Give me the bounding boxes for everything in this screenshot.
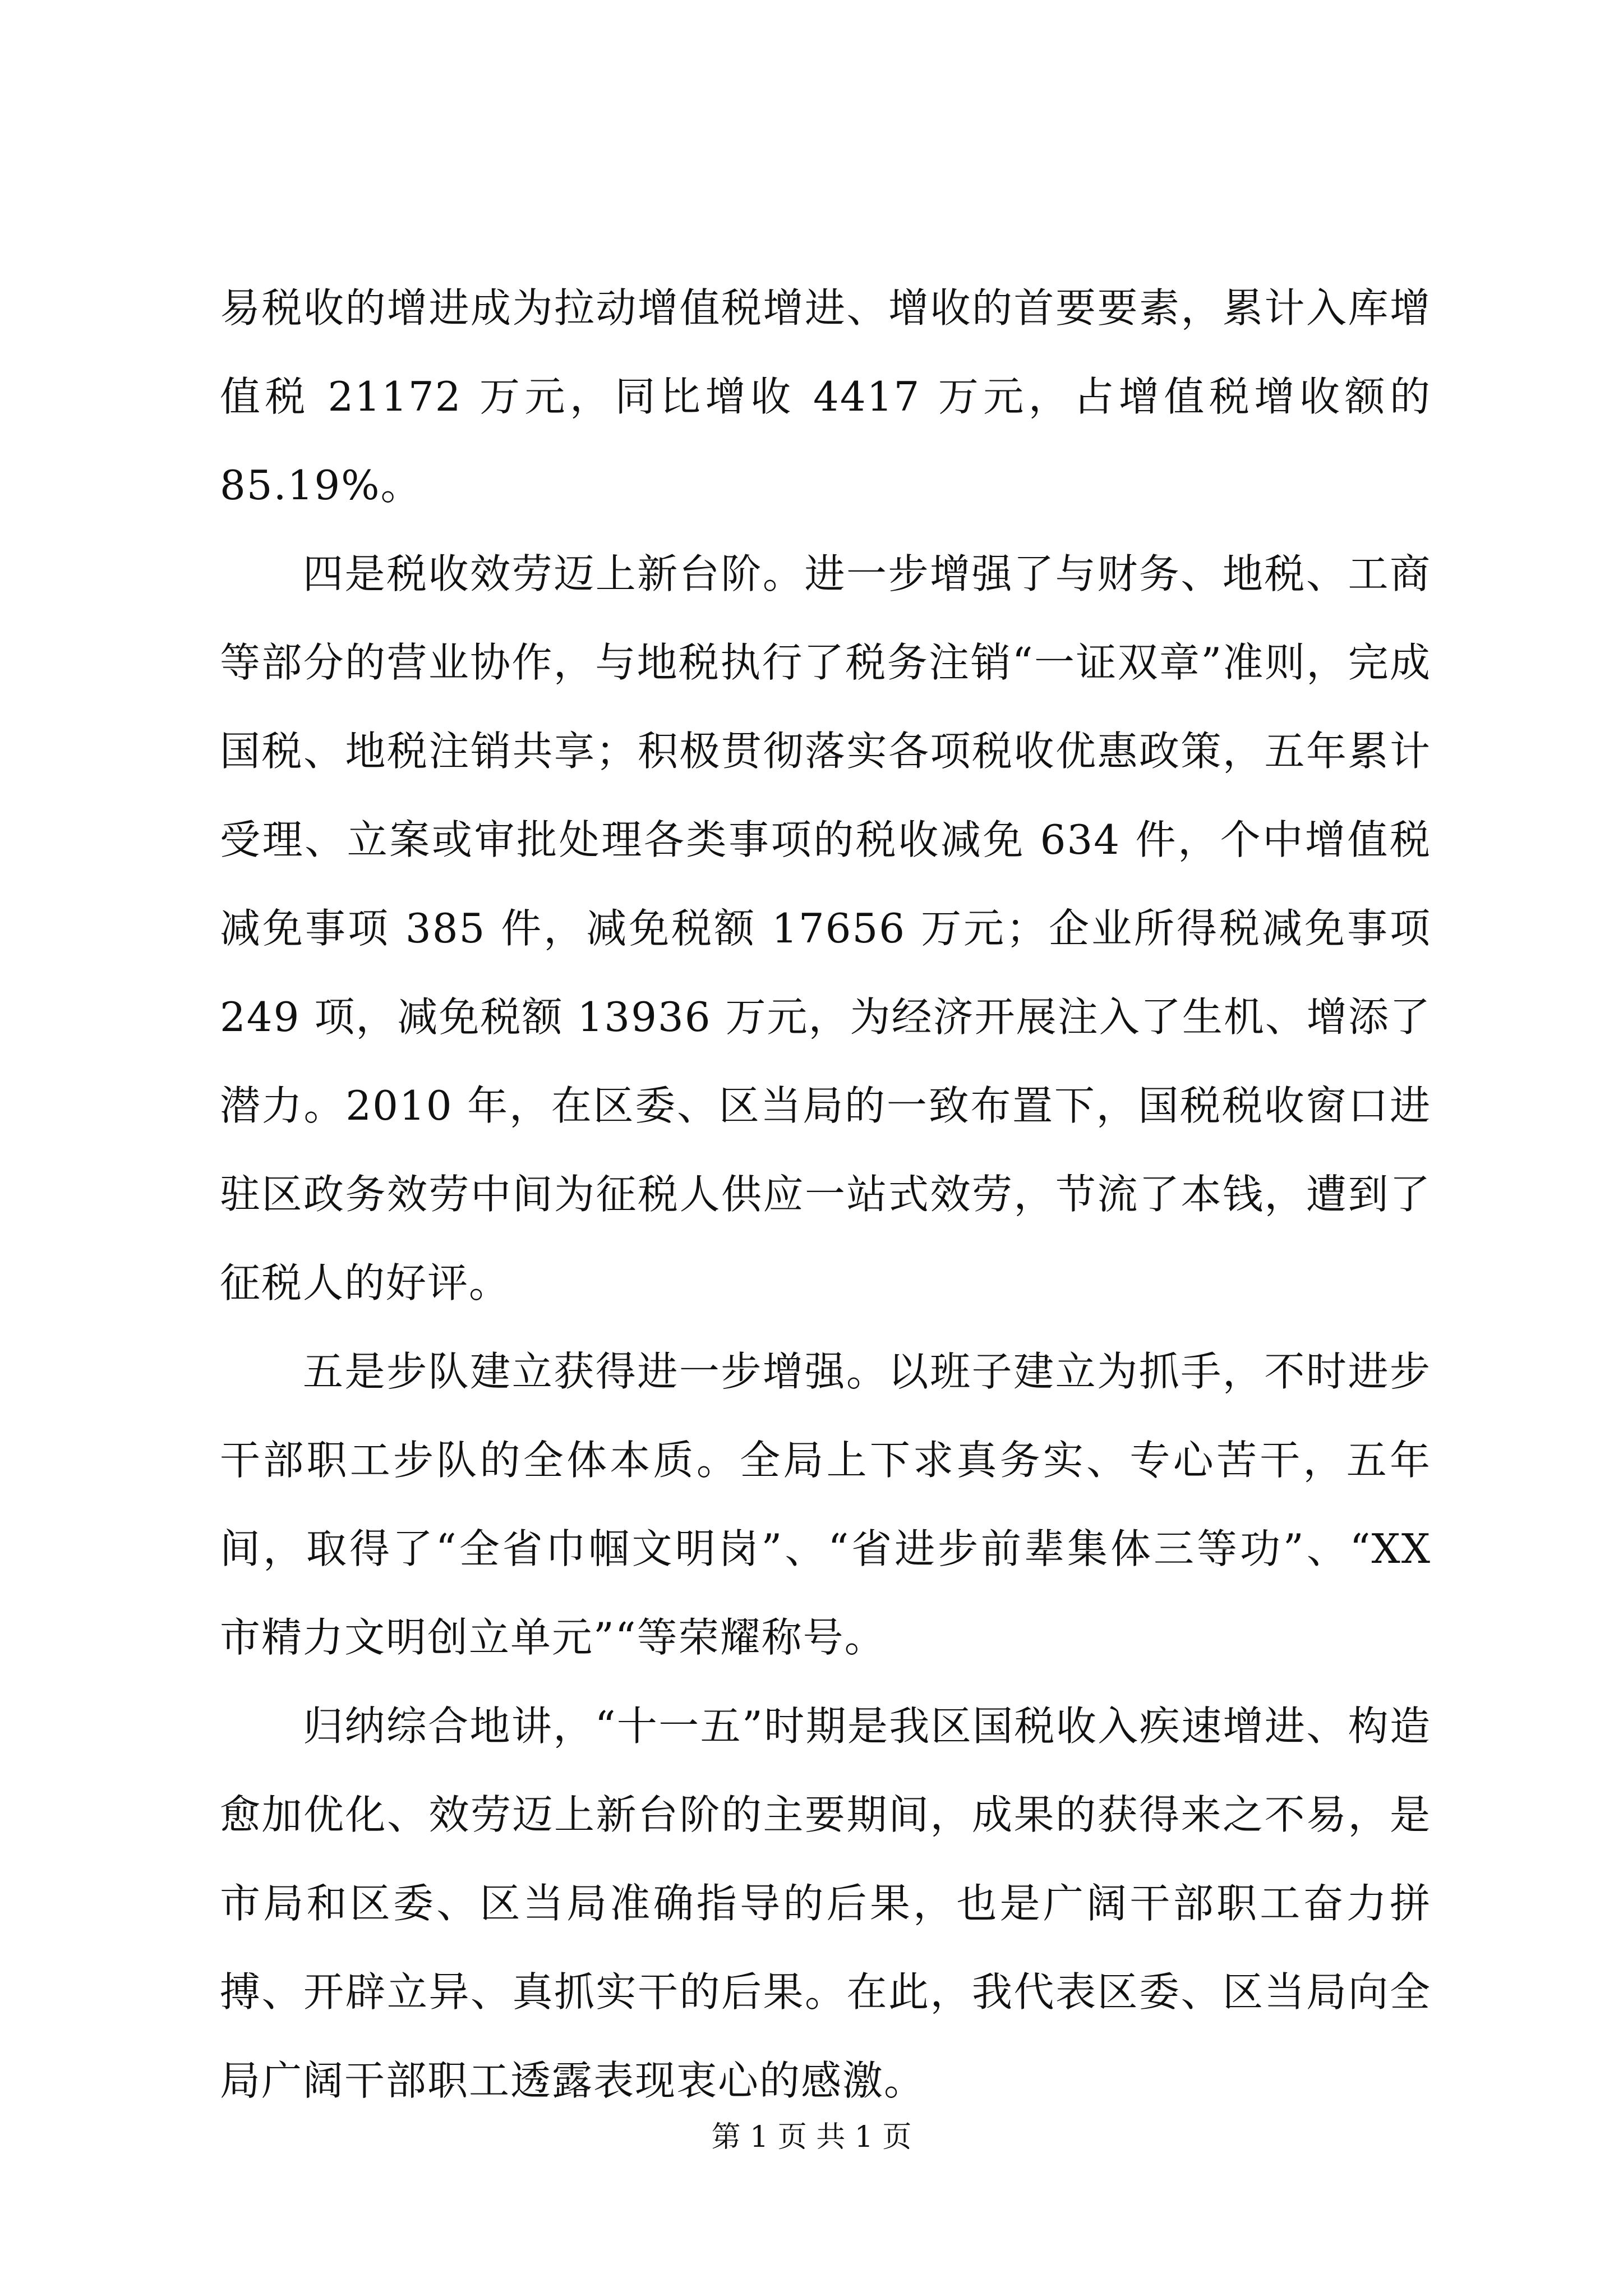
paragraph-team-building: 五是步队建立获得进一步增强。以班子建立为抓手，不时进步干部职工步队的全体本质。全局上下求真务实、专心苦干，五年间，取得了“全省巾帼文明岗”、“省进步前辈集体三等功”、“XX 市精力文明创立单元”“等荣耀称号。 xyxy=(220,1348,1431,1661)
paragraph-summary: 归纳综合地讲，“十一五”时期是我区国税收入疾速增进、构造愈加优化、效劳迈上新台阶的主要期间，成果的获得来之不易，是市局和区委、区当局准确指导的后果，也是广阔干部职工奋力拼搏、开辟立异、真抓实干的后果。在此，我代表区委、区当局向全局广阔干部职工透露表现衷心的感激。 xyxy=(220,1703,1431,2104)
paragraph-tax-service: 四是税收效劳迈上新台阶。进一步增强了与财务、地税、工商等部分的营业协作，与地税执行了税务注销“一证双章”准则，完成国税、地税注销共享；积极贯彻落实各项税收优惠政策，五年累计受理、立案或审批处理各类事项的税收减免 634 件，个中增值税减免事项 385 件，减免税额 17656 万元；企业所得税减免事项 249 项，减免税额 13936 万元，为经济开展注入了生机、增添了潜力。2010 年，在区委、区当局的一致布置下，国税税收窗口进驻区政务效劳中间为征税人供应一站式效劳，节流了本钱，遭到了征税人的好评。 xyxy=(220,550,1431,1306)
page-footer: 第 1 页 共 1 页 xyxy=(711,2120,912,2154)
document-body xyxy=(220,264,1431,2125)
paragraph-continued: 易税收的增进成为拉动增值税增进、增收的首要要素，累计入库增值税 21172 万元，同比增收 4417 万元，占增值税增收额的 85.19%。 xyxy=(220,284,1431,509)
